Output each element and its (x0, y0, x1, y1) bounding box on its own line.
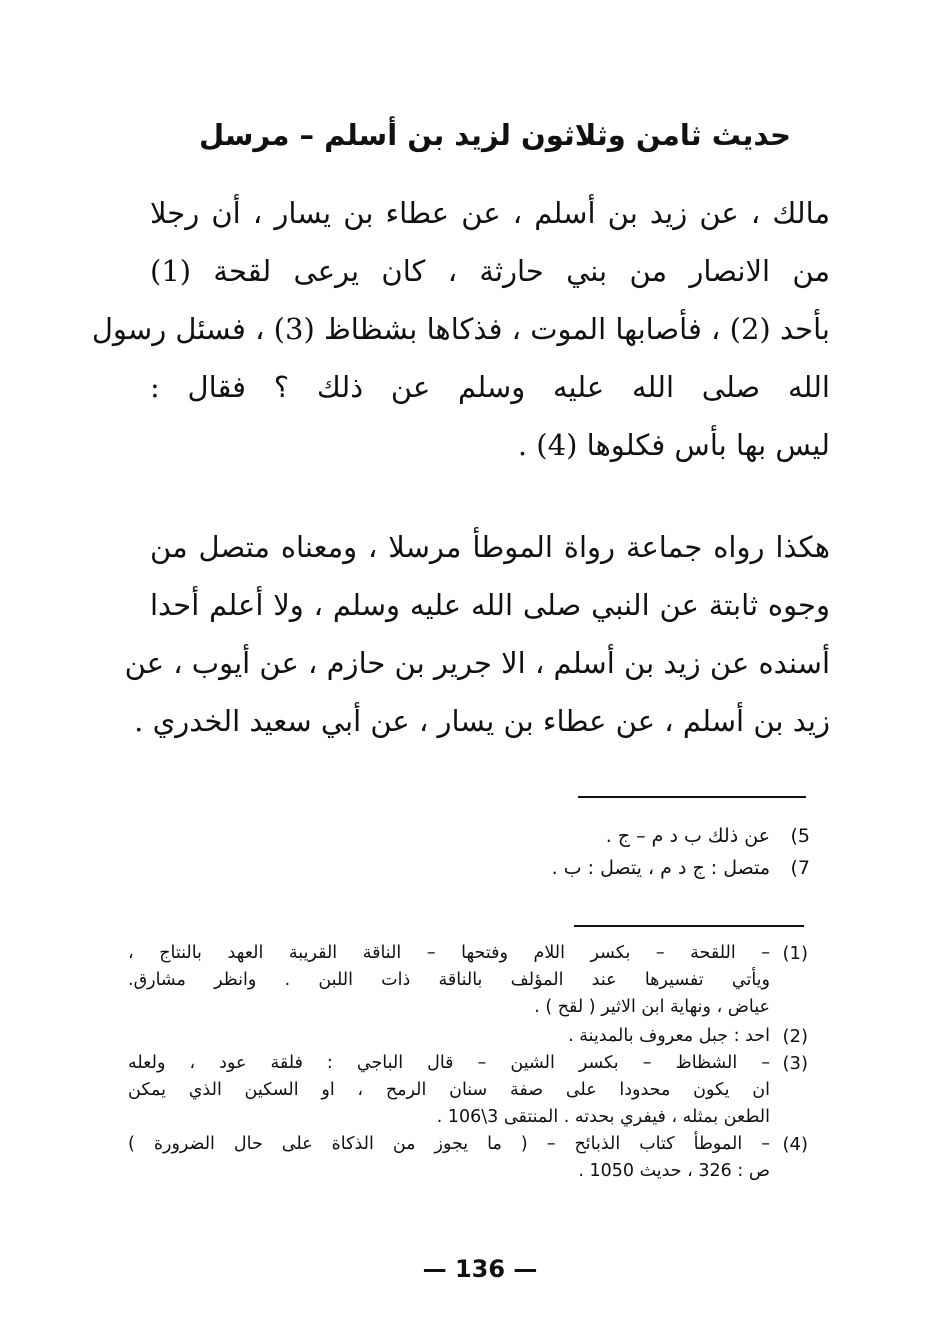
variant-row (410, 852, 810, 884)
paragraph-line: أسنده عن زيد بن أسلم ، الا جرير بن حازم ، عن أيوب ، عن (124, 646, 830, 680)
paragraph-line: بأحد (2) ، فأصابها الموت ، فذكاها بشظاظ (3) ، فسئل رسول (91, 312, 830, 346)
commentary-paragraph (124, 518, 830, 750)
page-number: — 136 — (422, 1255, 538, 1283)
footnote-line: ويأتي تفسيرها عند المؤلف بالناقة ذات اللبن . وانظر مشارق. (128, 970, 770, 990)
footnote-divider (574, 925, 804, 927)
footnote-line: ان يكون محدودا على صفة سنان الرمح ، او السكين الذي يمكن (128, 1080, 770, 1100)
footnote-number: (3) (782, 1053, 808, 1074)
footnote (128, 940, 808, 1021)
footnote-line: ص : 326 ، حديث 1050 . (578, 1161, 770, 1181)
paragraph-line: ليس بها بأس فكلوها (4) . (517, 428, 830, 462)
paragraph-line: وجوه ثابتة عن النبي صلى الله عليه وسلم ، ولا أعلم أحدا (150, 588, 830, 622)
footnote-number: (2) (782, 1026, 808, 1047)
footnote-line: – اللقحة – بكسر اللام وفتحها – الناقة القريبة العهد بالنتاج ، (128, 943, 770, 963)
footnote-line: احد : جبل معروف بالمدينة . (568, 1026, 770, 1046)
footnote-line: الطعن بمثله ، فيفري بحدته . المنتقى 3\106 . (436, 1107, 770, 1127)
variant-text: عن ذلك ب د م – ج . (605, 825, 770, 847)
paragraph-line: زيد بن أسلم ، عن عطاء بن يسار ، عن أبي سعيد الخدري . (134, 704, 830, 738)
footnotes (128, 940, 808, 1185)
page-title: حديث ثامن وثلاثون لزيد بن أسلم – مرسل (199, 118, 791, 152)
variant-number: 5) (790, 825, 810, 847)
hadith-paragraph (91, 184, 830, 474)
variant-text: متصل : ج د م ، يتصل : ب . (551, 857, 770, 879)
footnote-line: – الشظاظ – بكسر الشين – قال الباجي : فلقة عود ، ولعله (128, 1053, 770, 1073)
paragraph-line: هكذا رواه جماعة رواة الموطأ مرسلا ، ومعناه متصل من (150, 530, 830, 564)
footnote (128, 1050, 808, 1131)
variant-number: 7) (790, 857, 810, 879)
paragraph-line: الله صلى الله عليه وسلم عن ذلك ؟ فقال : (150, 370, 830, 404)
variant-row (410, 820, 810, 852)
footnote-line: – الموطأ كتاب الذبائح – ( ما يجوز من الذكاة على حال الضرورة ) (128, 1134, 770, 1154)
footnote (128, 1023, 808, 1050)
footnote-number: (1) (782, 943, 808, 964)
footnote (128, 1131, 808, 1185)
paragraph-line: من الانصار من بني حارثة ، كان يرعى لقحة (1) (150, 254, 830, 288)
footnote-divider (578, 796, 806, 798)
footnote-number: (4) (782, 1134, 808, 1155)
paragraph-line: مالك ، عن زيد بن أسلم ، عن عطاء بن يسار ، أن رجلا (150, 196, 830, 230)
variant-readings (410, 820, 810, 884)
footnote-line: عياض ، ونهاية ابن الاثير ( لقح ) . (534, 997, 770, 1017)
